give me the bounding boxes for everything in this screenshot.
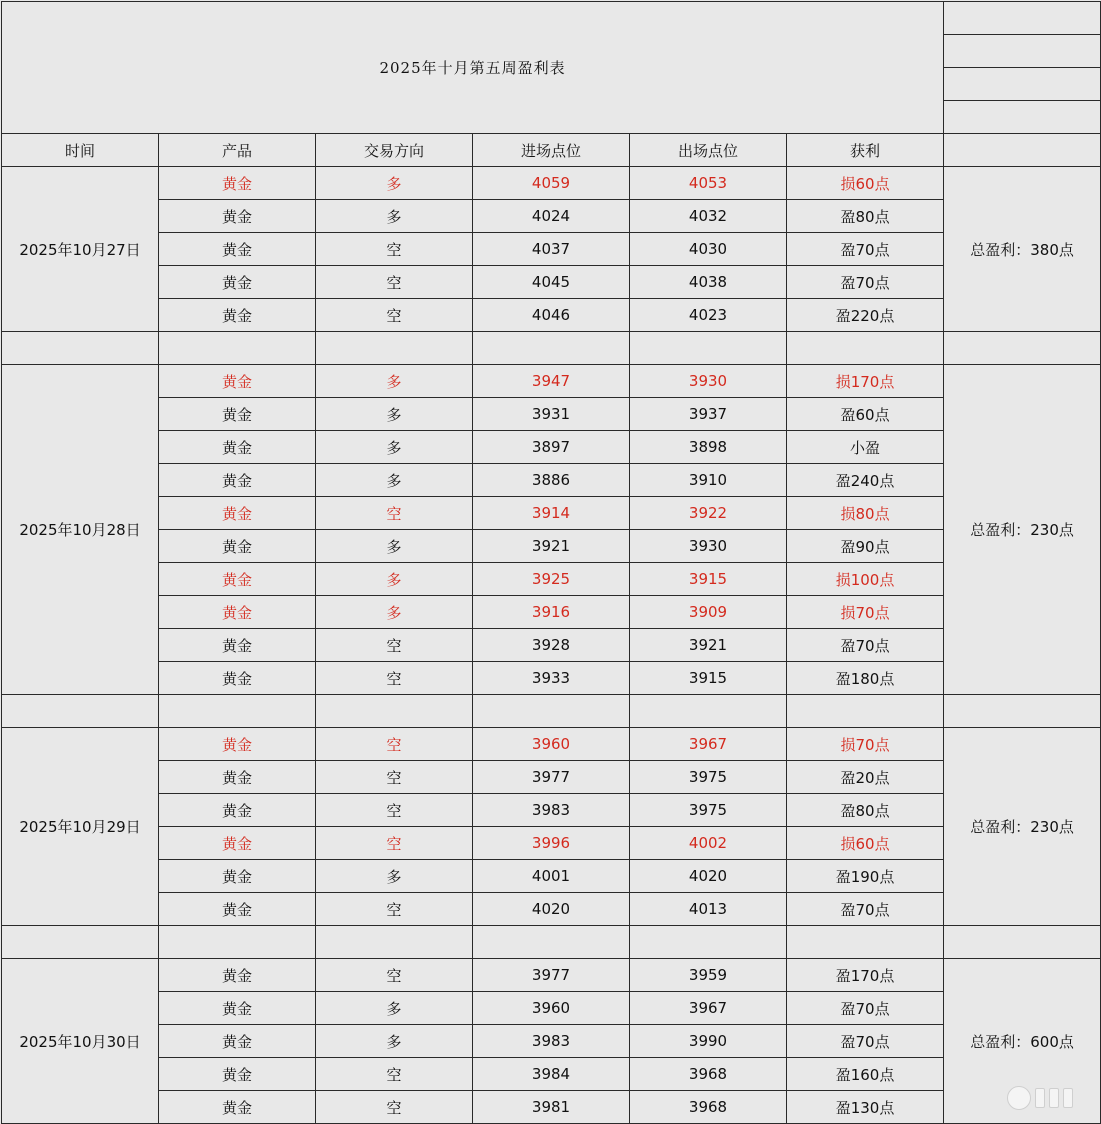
cell-result: 损60点 xyxy=(787,167,944,200)
cell-result: 盈70点 xyxy=(787,266,944,299)
cell-direction: 空 xyxy=(316,1058,473,1091)
title-row xyxy=(2,2,1101,35)
cell-result: 小盈 xyxy=(787,431,944,464)
cell-exit: 3967 xyxy=(630,992,787,1025)
cell-product: 黄金 xyxy=(159,1025,316,1058)
cell-product: 黄金 xyxy=(159,827,316,860)
cell-exit: 3967 xyxy=(630,728,787,761)
empty-cell xyxy=(944,926,1101,959)
cell-direction: 空 xyxy=(316,662,473,695)
cell-exit: 3921 xyxy=(630,629,787,662)
cell-exit: 3937 xyxy=(630,398,787,431)
empty-cell xyxy=(630,926,787,959)
cell-product: 黄金 xyxy=(159,596,316,629)
table-row xyxy=(2,200,1101,233)
empty-cell xyxy=(316,926,473,959)
table-row xyxy=(2,365,1101,398)
cell-result: 盈80点 xyxy=(787,794,944,827)
spacer-row xyxy=(2,926,1101,959)
spacer-row xyxy=(2,332,1101,365)
table-row xyxy=(2,860,1101,893)
cell-entry: 3960 xyxy=(473,992,630,1025)
cell-direction: 多 xyxy=(316,1025,473,1058)
cell-exit: 3968 xyxy=(630,1058,787,1091)
cell-exit: 3930 xyxy=(630,530,787,563)
cell-result: 损100点 xyxy=(787,563,944,596)
table-row xyxy=(2,530,1101,563)
header-direction: 交易方向 xyxy=(316,134,473,167)
cell-exit: 3915 xyxy=(630,563,787,596)
cell-direction: 多 xyxy=(316,200,473,233)
date-cell: 2025年10月27日 xyxy=(2,167,159,332)
corner-cell xyxy=(944,101,1101,134)
cell-direction: 空 xyxy=(316,1091,473,1124)
cell-entry: 3996 xyxy=(473,827,630,860)
cell-product: 黄金 xyxy=(159,860,316,893)
cell-entry: 3916 xyxy=(473,596,630,629)
table-row xyxy=(2,563,1101,596)
cell-exit: 3922 xyxy=(630,497,787,530)
empty-cell xyxy=(630,332,787,365)
empty-cell xyxy=(473,926,630,959)
header-exit: 出场点位 xyxy=(630,134,787,167)
total-profit-cell: 总盈利：600点 xyxy=(944,959,1101,1124)
table-row xyxy=(2,596,1101,629)
watermark-bar-icon xyxy=(1063,1088,1073,1108)
empty-cell xyxy=(159,695,316,728)
cell-entry: 4020 xyxy=(473,893,630,926)
cell-direction: 空 xyxy=(316,266,473,299)
cell-product: 黄金 xyxy=(159,563,316,596)
header-profit: 获利 xyxy=(787,134,944,167)
table-row xyxy=(2,497,1101,530)
cell-entry: 3886 xyxy=(473,464,630,497)
cell-product: 黄金 xyxy=(159,1091,316,1124)
empty-cell xyxy=(2,695,159,728)
table-row xyxy=(2,431,1101,464)
header-blank xyxy=(944,134,1101,167)
cell-product: 黄金 xyxy=(159,530,316,563)
table-row xyxy=(2,662,1101,695)
date-cell: 2025年10月29日 xyxy=(2,728,159,926)
table-row xyxy=(2,728,1101,761)
cell-direction: 多 xyxy=(316,596,473,629)
spacer-row xyxy=(2,695,1101,728)
cell-entry: 3931 xyxy=(473,398,630,431)
watermark-logo xyxy=(1007,1086,1089,1110)
cell-exit: 4023 xyxy=(630,299,787,332)
cell-product: 黄金 xyxy=(159,365,316,398)
empty-cell xyxy=(630,695,787,728)
cell-direction: 多 xyxy=(316,431,473,464)
cell-product: 黄金 xyxy=(159,299,316,332)
cell-product: 黄金 xyxy=(159,992,316,1025)
cell-entry: 3914 xyxy=(473,497,630,530)
cell-exit: 3930 xyxy=(630,365,787,398)
cell-exit: 3915 xyxy=(630,662,787,695)
header-product: 产品 xyxy=(159,134,316,167)
cell-result: 盈160点 xyxy=(787,1058,944,1091)
cell-exit: 3990 xyxy=(630,1025,787,1058)
header-time: 时间 xyxy=(2,134,159,167)
cell-direction: 空 xyxy=(316,728,473,761)
cell-exit: 3968 xyxy=(630,1091,787,1124)
cell-entry: 3983 xyxy=(473,794,630,827)
total-profit-cell: 总盈利：380点 xyxy=(944,167,1101,332)
cell-product: 黄金 xyxy=(159,662,316,695)
cell-entry: 3983 xyxy=(473,1025,630,1058)
table-row xyxy=(2,629,1101,662)
table-row xyxy=(2,233,1101,266)
cell-entry: 3925 xyxy=(473,563,630,596)
empty-cell xyxy=(787,926,944,959)
empty-cell xyxy=(316,332,473,365)
empty-cell xyxy=(473,332,630,365)
empty-cell xyxy=(944,695,1101,728)
cell-entry: 3897 xyxy=(473,431,630,464)
cell-product: 黄金 xyxy=(159,629,316,662)
cell-product: 黄金 xyxy=(159,266,316,299)
cell-product: 黄金 xyxy=(159,167,316,200)
empty-cell xyxy=(944,332,1101,365)
cell-product: 黄金 xyxy=(159,464,316,497)
table-row xyxy=(2,1058,1101,1091)
cell-exit: 4013 xyxy=(630,893,787,926)
total-profit-cell: 总盈利：230点 xyxy=(944,365,1101,695)
cell-exit: 3975 xyxy=(630,794,787,827)
cell-product: 黄金 xyxy=(159,497,316,530)
cell-direction: 空 xyxy=(316,794,473,827)
empty-cell xyxy=(316,695,473,728)
empty-cell xyxy=(787,695,944,728)
cell-entry: 4001 xyxy=(473,860,630,893)
cell-direction: 多 xyxy=(316,167,473,200)
cell-entry: 3947 xyxy=(473,365,630,398)
table-row xyxy=(2,893,1101,926)
cell-result: 盈60点 xyxy=(787,398,944,431)
cell-product: 黄金 xyxy=(159,893,316,926)
cell-direction: 多 xyxy=(316,464,473,497)
cell-entry: 4046 xyxy=(473,299,630,332)
cell-result: 盈190点 xyxy=(787,860,944,893)
cell-result: 盈20点 xyxy=(787,761,944,794)
cell-result: 盈80点 xyxy=(787,200,944,233)
table-row xyxy=(2,266,1101,299)
cell-result: 盈180点 xyxy=(787,662,944,695)
cell-entry: 3960 xyxy=(473,728,630,761)
header-row xyxy=(2,134,1101,167)
cell-product: 黄金 xyxy=(159,728,316,761)
cell-direction: 空 xyxy=(316,827,473,860)
cell-result: 盈70点 xyxy=(787,233,944,266)
cell-result: 损70点 xyxy=(787,596,944,629)
cell-entry: 3921 xyxy=(473,530,630,563)
cell-direction: 空 xyxy=(316,629,473,662)
empty-cell xyxy=(2,926,159,959)
cell-product: 黄金 xyxy=(159,959,316,992)
cell-product: 黄金 xyxy=(159,200,316,233)
table-row xyxy=(2,761,1101,794)
cell-direction: 空 xyxy=(316,893,473,926)
table-row xyxy=(2,1091,1101,1124)
cell-entry: 4037 xyxy=(473,233,630,266)
cell-result: 损70点 xyxy=(787,728,944,761)
cell-product: 黄金 xyxy=(159,431,316,464)
cell-result: 盈220点 xyxy=(787,299,944,332)
cell-exit: 3910 xyxy=(630,464,787,497)
watermark-bar-icon xyxy=(1035,1088,1045,1108)
cell-exit: 3959 xyxy=(630,959,787,992)
cell-direction: 多 xyxy=(316,398,473,431)
empty-cell xyxy=(159,926,316,959)
table-row xyxy=(2,167,1101,200)
corner-cell xyxy=(944,68,1101,101)
header-entry: 进场点位 xyxy=(473,134,630,167)
profit-table xyxy=(1,1,1101,1124)
table-row xyxy=(2,827,1101,860)
cell-result: 盈170点 xyxy=(787,959,944,992)
table-row xyxy=(2,992,1101,1025)
cell-entry: 3928 xyxy=(473,629,630,662)
cell-exit: 4032 xyxy=(630,200,787,233)
cell-result: 盈70点 xyxy=(787,1025,944,1058)
cell-entry: 3933 xyxy=(473,662,630,695)
table-row xyxy=(2,299,1101,332)
cell-result: 损60点 xyxy=(787,827,944,860)
cell-result: 盈70点 xyxy=(787,893,944,926)
page-title: 2025年十月第五周盈利表 xyxy=(2,2,944,134)
empty-cell xyxy=(787,332,944,365)
table-row xyxy=(2,794,1101,827)
cell-entry: 4059 xyxy=(473,167,630,200)
cell-result: 盈130点 xyxy=(787,1091,944,1124)
cell-direction: 空 xyxy=(316,299,473,332)
table-row xyxy=(2,464,1101,497)
cell-product: 黄金 xyxy=(159,398,316,431)
cell-direction: 多 xyxy=(316,860,473,893)
cell-exit: 3975 xyxy=(630,761,787,794)
cell-product: 黄金 xyxy=(159,233,316,266)
cell-result: 盈70点 xyxy=(787,629,944,662)
date-cell: 2025年10月28日 xyxy=(2,365,159,695)
cell-product: 黄金 xyxy=(159,1058,316,1091)
cell-entry: 3977 xyxy=(473,761,630,794)
empty-cell xyxy=(473,695,630,728)
cell-entry: 4045 xyxy=(473,266,630,299)
table-row xyxy=(2,398,1101,431)
watermark-dot-icon xyxy=(1007,1086,1031,1110)
cell-direction: 多 xyxy=(316,992,473,1025)
empty-cell xyxy=(2,332,159,365)
cell-result: 损170点 xyxy=(787,365,944,398)
cell-exit: 4053 xyxy=(630,167,787,200)
cell-exit: 3898 xyxy=(630,431,787,464)
cell-direction: 空 xyxy=(316,959,473,992)
date-cell: 2025年10月30日 xyxy=(2,959,159,1124)
corner-cell xyxy=(944,35,1101,68)
cell-direction: 空 xyxy=(316,497,473,530)
cell-direction: 多 xyxy=(316,530,473,563)
cell-direction: 空 xyxy=(316,761,473,794)
cell-exit: 3909 xyxy=(630,596,787,629)
cell-exit: 4020 xyxy=(630,860,787,893)
cell-exit: 4002 xyxy=(630,827,787,860)
cell-result: 盈70点 xyxy=(787,992,944,1025)
cell-exit: 4038 xyxy=(630,266,787,299)
watermark-bar-icon xyxy=(1049,1088,1059,1108)
empty-cell xyxy=(159,332,316,365)
cell-entry: 4024 xyxy=(473,200,630,233)
cell-result: 损80点 xyxy=(787,497,944,530)
total-profit-cell: 总盈利：230点 xyxy=(944,728,1101,926)
cell-exit: 4030 xyxy=(630,233,787,266)
cell-direction: 多 xyxy=(316,563,473,596)
cell-product: 黄金 xyxy=(159,794,316,827)
cell-direction: 多 xyxy=(316,365,473,398)
cell-entry: 3981 xyxy=(473,1091,630,1124)
cell-result: 盈90点 xyxy=(787,530,944,563)
corner-cell xyxy=(944,2,1101,35)
table-row xyxy=(2,1025,1101,1058)
cell-product: 黄金 xyxy=(159,761,316,794)
cell-direction: 空 xyxy=(316,233,473,266)
table-row xyxy=(2,959,1101,992)
cell-entry: 3977 xyxy=(473,959,630,992)
cell-entry: 3984 xyxy=(473,1058,630,1091)
cell-result: 盈240点 xyxy=(787,464,944,497)
